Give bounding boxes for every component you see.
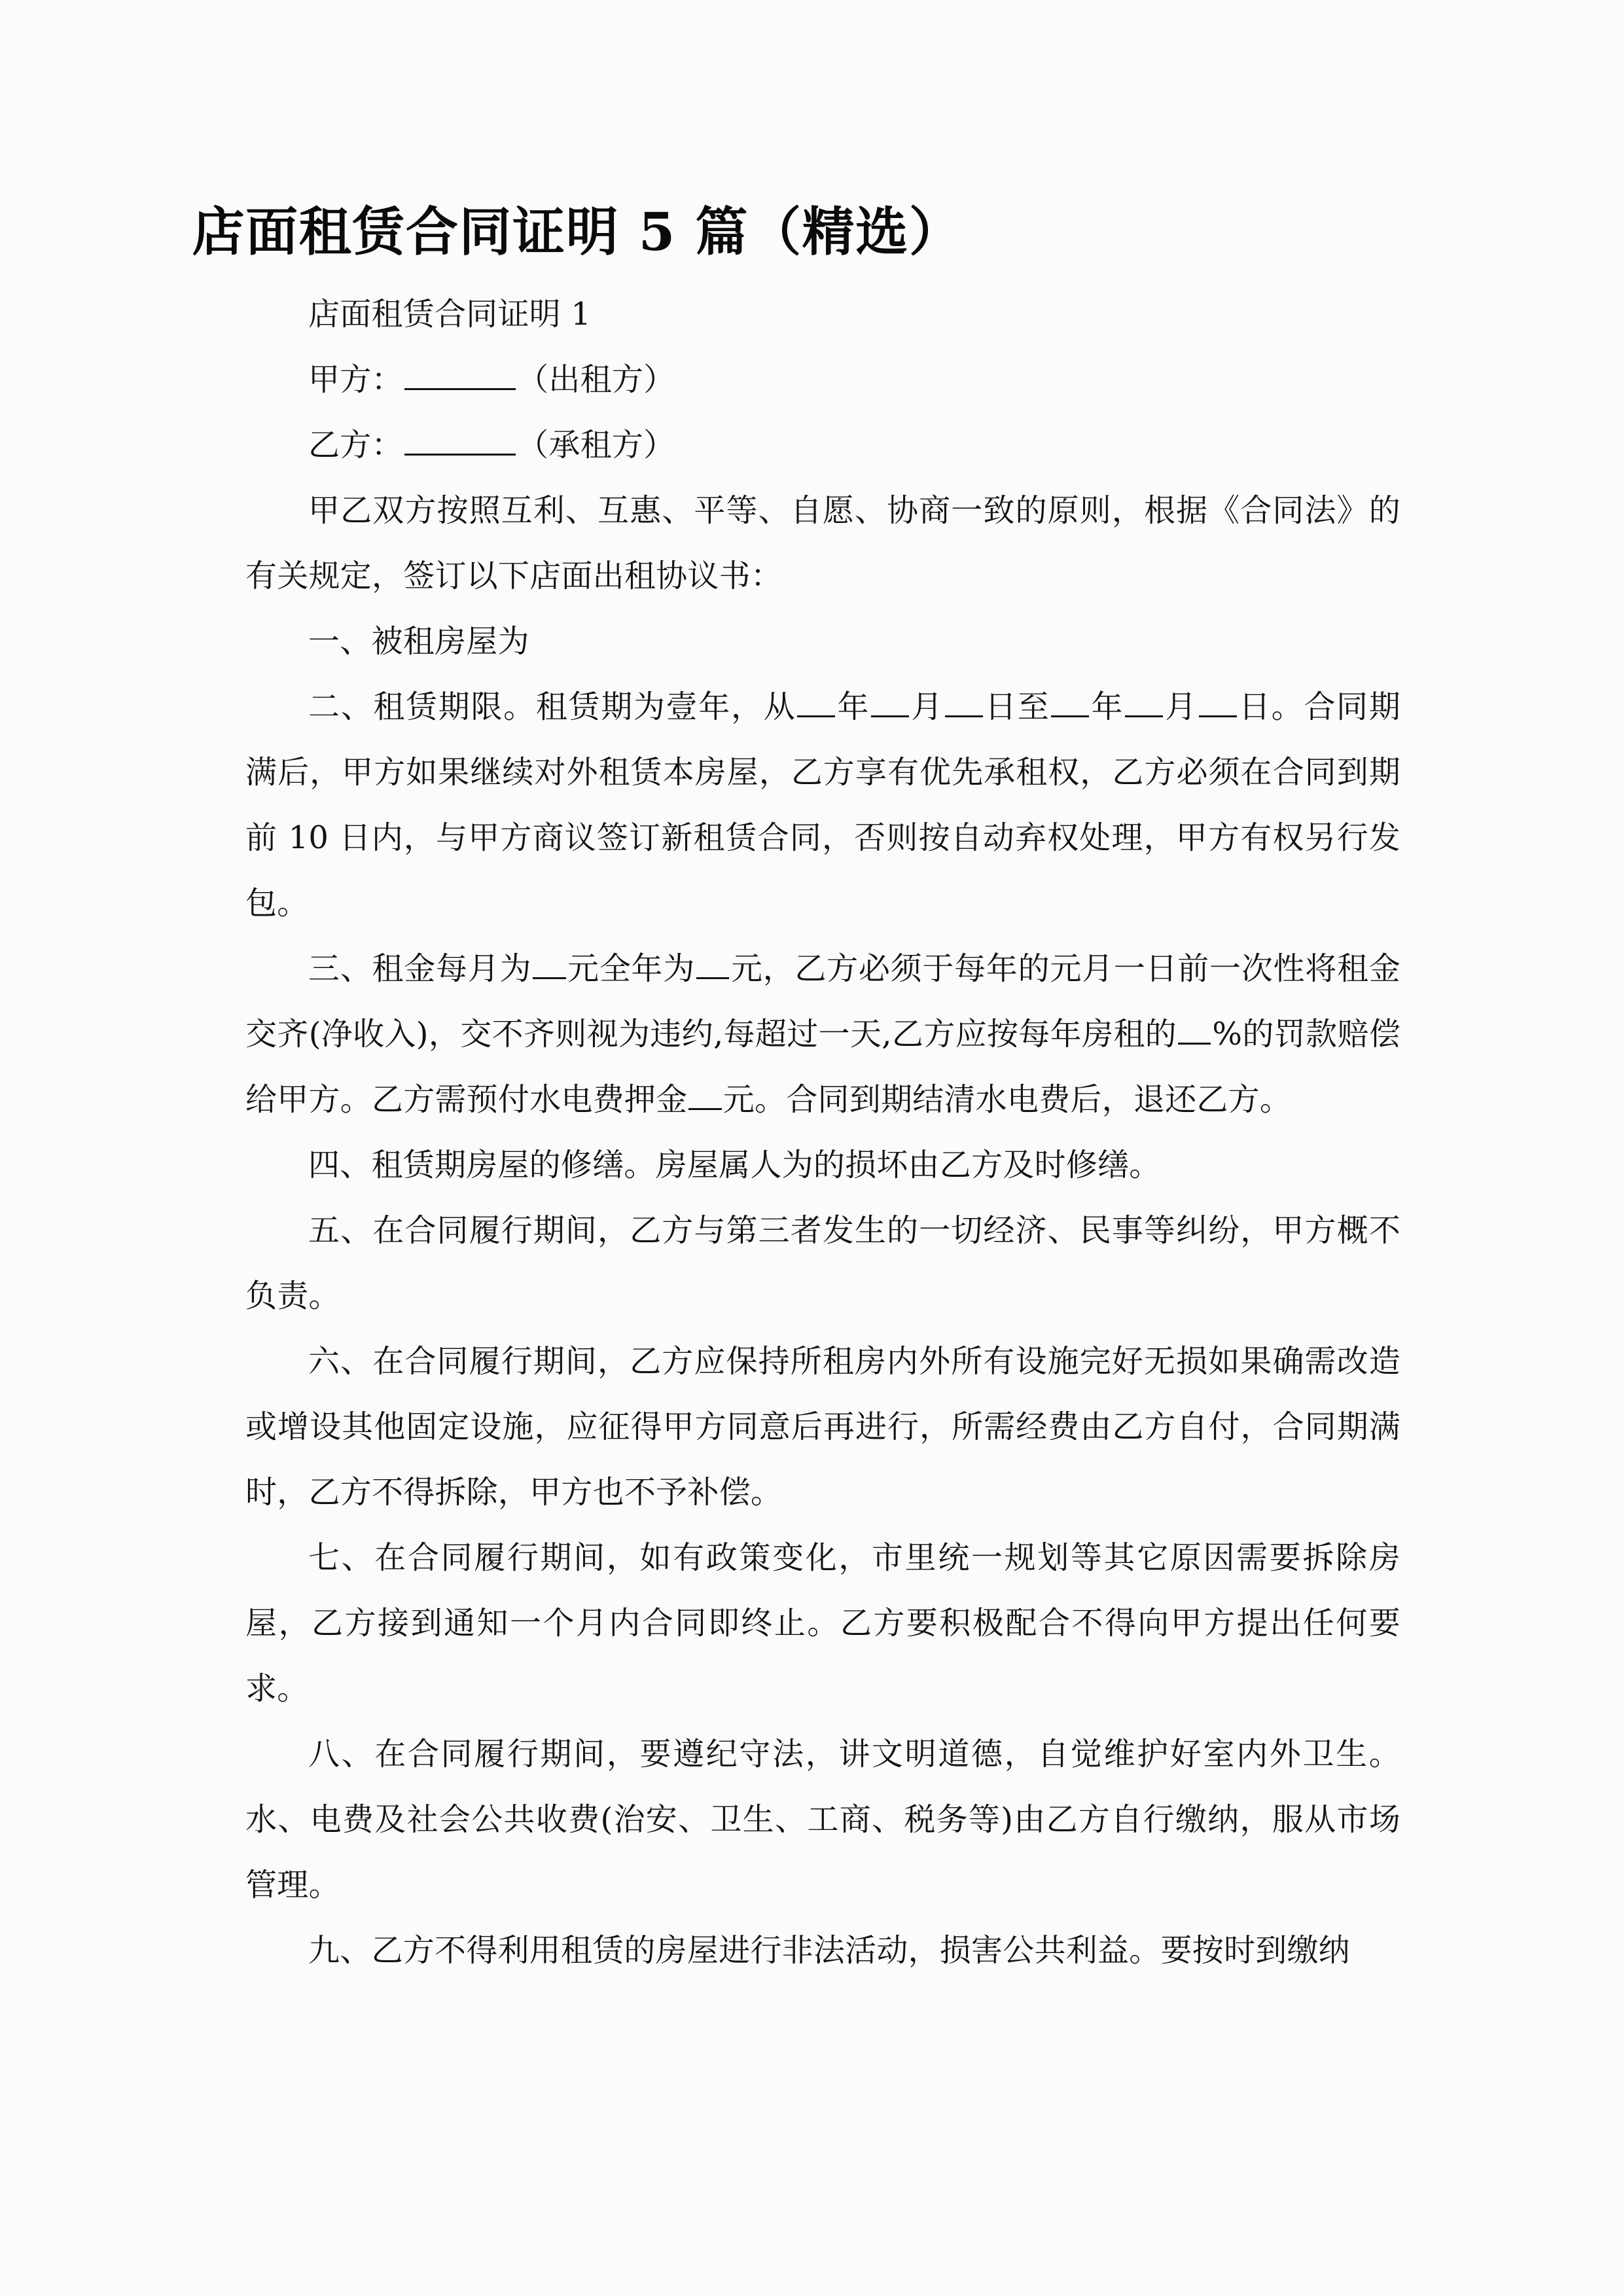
clause-3-utility-deposit-blank[interactable] [688, 1078, 721, 1110]
party-b-role: （承租方） [517, 427, 675, 463]
preamble-paragraph: 甲乙双方按照互利、互惠、平等、自愿、协商一致的原则，根据《合同法》的有关规定，签订以下店面出租协议书： [245, 492, 1400, 594]
clause-4: 四、租赁期房屋的修缮。房屋属人为的损坏由乙方及时修缮。 [308, 1147, 1161, 1183]
party-b-blank[interactable] [404, 423, 516, 456]
clause-3-penalty-percent-blank[interactable] [1178, 1013, 1211, 1045]
clause-3-text-c: 元，乙方必须于每年的元月一日前一次性将租金交齐(净收入)，交不齐则视为违约,每超过一天,乙方应按每年房租的 [245, 950, 1400, 1052]
clause-2-text-a: 二、租赁期限。租赁期为壹年，从 [308, 689, 796, 725]
party-a-row [245, 347, 1400, 412]
clause-3-monthly-rent-blank[interactable] [533, 947, 565, 979]
clause-2-text-f: 月 [1164, 689, 1198, 725]
party-b-row [245, 412, 1400, 478]
section-heading: 店面租赁合同证明 1 [308, 296, 592, 332]
clause-2 [245, 674, 1400, 936]
clause-2-text-c: 月 [910, 689, 944, 725]
clause-6: 六、在合同履行期间，乙方应保持所租房内外所有设施完好无损如果确需改造或增设其他固定设施，应征得甲方同意后再进行，所需经费由乙方自付，合同期满时，乙方不得拆除，甲方也不予补偿。 [245, 1343, 1400, 1511]
clause-7: 七、在合同履行期间，如有政策变化，市里统一规划等其它原因需要拆除房屋，乙方接到通知一个月内合同即终止。乙方要积极配合不得向甲方提出任何要求。 [245, 1539, 1400, 1707]
clause-2-text-b: 年 [836, 689, 870, 725]
clause-3-text-d: %的罚款赔偿给甲方。乙方需预付水电费押金 [245, 1016, 1400, 1118]
clause-3-yearly-rent-blank[interactable] [696, 947, 729, 979]
clause-2-text-d: 日至 [984, 689, 1050, 725]
clause-3-text-a: 三、租金每月为 [308, 950, 532, 987]
clause-2-year-to-blank[interactable] [1051, 685, 1089, 717]
clause-5: 五、在合同履行期间，乙方与第三者发生的一切经济、民事等纠纷，甲方概不负责。 [245, 1212, 1400, 1314]
clause-8: 八、在合同履行期间，要遵纪守法，讲文明道德，自觉维护好室内外卫生。水、电费及社会公共收费(治安、卫生、工商、税务等)由乙方自行缴纳，服从市场管理。 [245, 1736, 1400, 1903]
party-b-label: 乙方： [308, 427, 403, 463]
party-a-label: 甲方： [308, 361, 403, 398]
clause-2-text-g: 日。合同期满后，甲方如果继续对外租赁本房屋，乙方享有优先承租权，乙方必须在合同到期前 10 日内，与甲方商议签订新租赁合同，否则按自动弃权处理，甲方有权另行发包。 [245, 689, 1400, 922]
clause-3 [245, 936, 1400, 1132]
clause-3-text-e: 元。合同到期结清水电费后，退还乙方。 [722, 1081, 1292, 1118]
page-title: 店面租赁合同证明 5 篇（精选） [192, 201, 963, 262]
party-a-role: （出租方） [517, 361, 675, 398]
clause-2-month-from-blank[interactable] [871, 685, 909, 717]
clause-2-month-to-blank[interactable] [1125, 685, 1163, 717]
clause-2-day-from-blank[interactable] [945, 685, 983, 717]
document-body [245, 0, 1400, 1983]
title-spacer [245, 0, 1400, 281]
clause-3-text-b: 元全年为 [567, 950, 696, 987]
clause-1: 一、被租房屋为 [308, 623, 529, 660]
clause-2-day-to-blank[interactable] [1199, 685, 1237, 717]
clause-9: 九、乙方不得利用租赁的房屋进行非法活动，损害公共利益。要按时到缴纳 [308, 1932, 1350, 1969]
party-a-blank[interactable] [404, 358, 516, 390]
clause-2-year-from-blank[interactable] [797, 685, 835, 717]
clause-2-text-e: 年 [1090, 689, 1124, 725]
